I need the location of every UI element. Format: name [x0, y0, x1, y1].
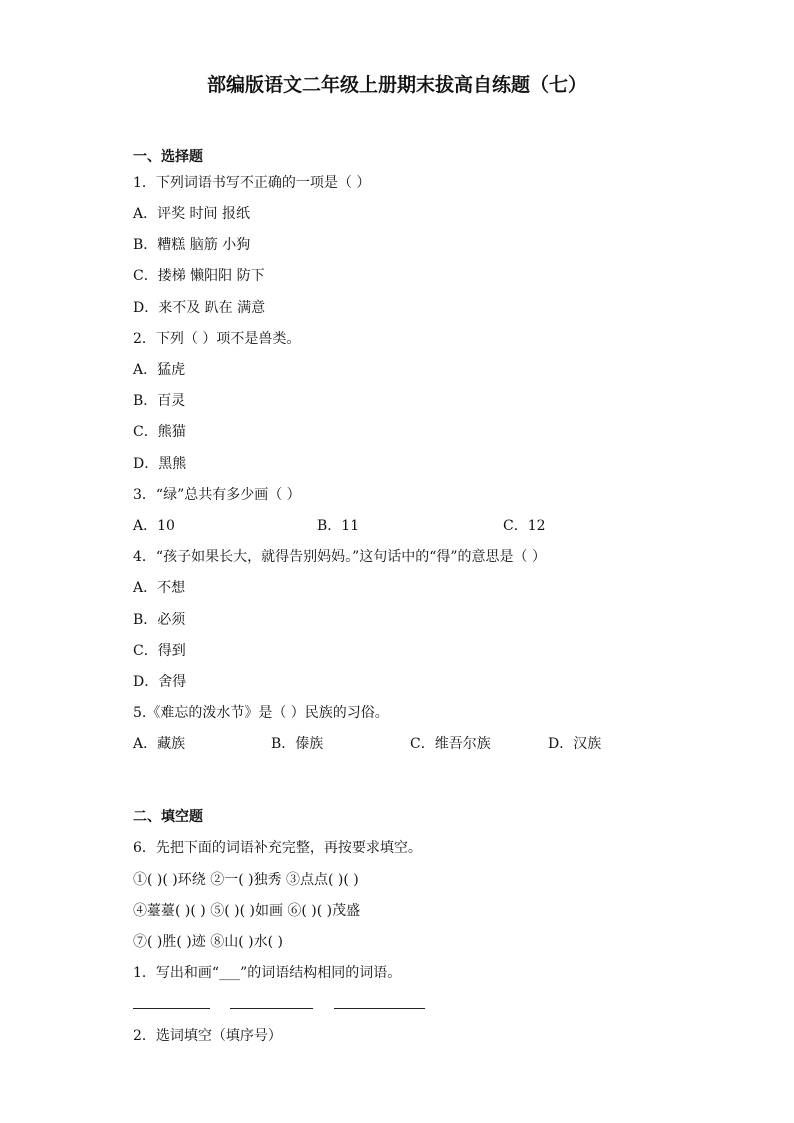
question-1-option-c: C．搂梯 懒阳阳 防下 [133, 268, 265, 284]
question-1-option-d: D．来不及 趴在 满意 [133, 300, 266, 316]
question-5-option-d: D．汉族 [548, 736, 602, 752]
answer-blank [334, 1007, 425, 1009]
question-2-stem: 2．下列（ ）项不是兽类。 [133, 331, 301, 347]
question-6-stem: 6．先把下面的词语补充完整，再按要求填空。 [133, 840, 422, 856]
question-1-option-a: A．评奖 时间 报纸 [133, 206, 251, 222]
answer-blank [133, 1007, 210, 1009]
question-6-sub-1: 1．写出和画“___”的词语结构相同的词语。 [133, 965, 402, 981]
question-2-option-a: A．猛虎 [133, 362, 186, 378]
question-2-option-b: B．百灵 [133, 393, 186, 409]
question-2-option-c: C．熊猫 [133, 424, 186, 440]
question-4-option-d: D．舍得 [133, 674, 187, 690]
question-1-option-b: B．糟糕 脑筋 小狗 [133, 237, 251, 253]
section-heading-choice: 一、选择题 [133, 149, 203, 165]
question-6-sub-2: 2．选词填空（填序号） [133, 1028, 282, 1044]
answer-blank [230, 1007, 313, 1009]
question-6-row-2: ④薹薹( )( ) ⑤( )( )如画 ⑥( )( )茂盛 [133, 903, 361, 919]
question-5-option-b: B．傣族 [271, 736, 324, 752]
question-3-stem: 3．“绿”总共有多少画（ ） [133, 487, 301, 503]
question-6-row-3: ⑦( )胜( )迹 ⑧山( )水( ) [133, 934, 283, 950]
page-title: 部编版语文二年级上册期末拔高自练题（七） [206, 74, 587, 96]
question-6-row-1: ①( )( )环绕 ②一( )独秀 ③点点( )( ) [133, 872, 359, 888]
question-3-option-c: C．12 [503, 518, 546, 534]
section-heading-fill: 二、填空题 [133, 809, 203, 825]
question-4-option-a: A．不想 [133, 580, 186, 596]
question-2-option-d: D．黑熊 [133, 456, 187, 472]
question-5-option-c: C．维吾尔族 [410, 736, 491, 752]
question-5-stem: 5.《难忘的泼水节》是（ ）民族的习俗。 [133, 705, 389, 721]
question-3-option-b: B．11 [317, 518, 360, 534]
question-5-option-a: A．藏族 [133, 736, 186, 752]
question-4-option-b: B．必须 [133, 612, 186, 628]
question-1-stem: 1．下列词语书写不正确的一项是（ ） [133, 175, 371, 191]
question-4-option-c: C．得到 [133, 643, 186, 659]
question-3-option-a: A．10 [133, 518, 175, 534]
question-4-stem: 4．“孩子如果长大，就得告别妈妈。”这句话中的“得”的意思是（ ） [133, 549, 546, 565]
